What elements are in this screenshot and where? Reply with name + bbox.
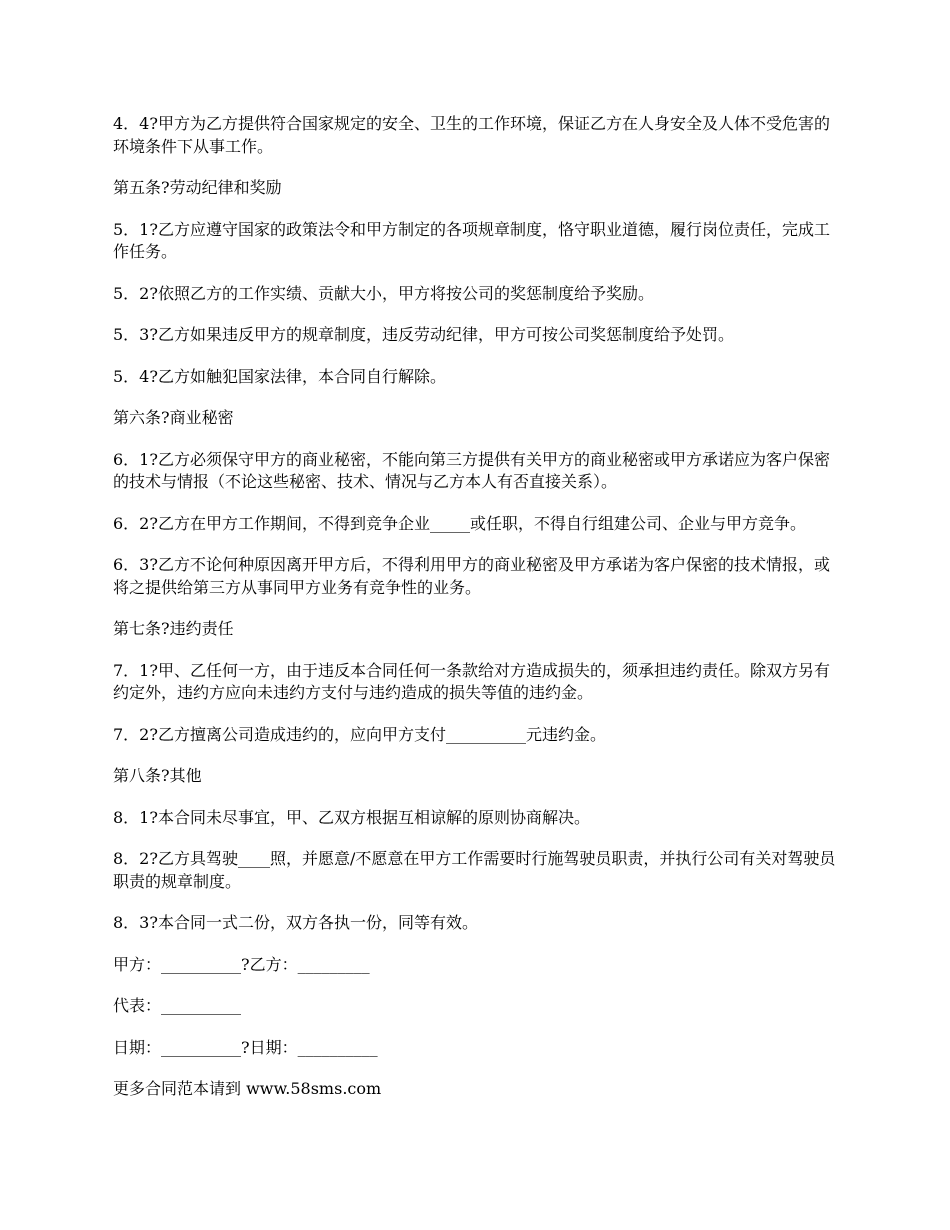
signature-party-line: 甲方：__________?乙方：_________	[113, 954, 370, 974]
clause-5-2: 5．2?依照乙方的工作实绩、贡献大小，甲方将按公司的奖惩制度给予奖励。	[113, 283, 654, 303]
article-7-heading: 第七条?违约责任	[113, 619, 234, 638]
clause-4-4: 4．4?甲方为乙方提供符合国家规定的安全、卫生的工作环境，保证乙方在人身安全及人体不受危害的环境条件下从事工作。	[113, 114, 830, 156]
clause-5-3: 5．3?乙方如果违反甲方的规章制度，违反劳动纪律，甲方可按公司奖惩制度给予处罚。	[113, 325, 734, 344]
signature-representative-line: 代表：__________	[113, 996, 242, 1015]
footer-more-templates: 更多合同范本请到 www.58sms.com	[113, 1079, 382, 1098]
clause-8-3: 8．3?本合同一式二份，双方各执一份，同等有效。	[113, 913, 478, 932]
clause-7-2: 7．2?乙方擅离公司造成违约的，应向甲方支付__________元违约金。	[113, 724, 606, 744]
clause-5-4: 5．4?乙方如触犯国家法律，本合同自行解除。	[113, 366, 446, 386]
document-page	[113, 113, 838, 1120]
signature-date-line: 日期：__________?日期：__________	[113, 1037, 378, 1057]
clause-6-2: 6．2?乙方在甲方工作期间，不得到竞争企业_____或任职，不得自行组建公司、企业与甲方竞争。	[113, 513, 806, 533]
clause-8-1: 8．1?本合同未尽事宜，甲、乙双方根据互相谅解的原则协商解决。	[113, 807, 590, 827]
clause-6-3: 6．3?乙方不论何种原因离开甲方后，不得利用甲方的商业秘密及甲方承诺为客户保密的技术情报，或将之提供给第三方从事同甲方业务有竞争性的业务。	[113, 555, 830, 597]
clause-6-1: 6．1?乙方必须保守甲方的商业秘密，不能向第三方提供有关甲方的商业秘密或甲方承诺应为客户保密的技术与情报（不论这些秘密、技术、情况与乙方本人有否直接关系）。	[113, 449, 830, 491]
article-6-heading: 第六条?商业秘密	[113, 408, 234, 427]
clause-8-2: 8．2?乙方具驾驶____照，并愿意/不愿意在甲方工作需要时行施驾驶员职责，并执行公司有关对驾驶员职责的规章制度。	[113, 849, 836, 891]
article-5-heading: 第五条?劳动纪律和奖励	[113, 178, 282, 197]
clause-5-1: 5．1?乙方应遵守国家的政策法令和甲方制定的各项规章制度，恪守职业道德，履行岗位责任，完成工作任务。	[113, 219, 830, 261]
clause-7-1: 7．1?甲、乙任何一方，由于违反本合同任何一条款给对方造成损失的，须承担违约责任。除双方另有约定外，违约方应向未违约方支付与违约造成的损失等值的违约金。	[113, 660, 830, 702]
article-8-heading: 第八条?其他	[113, 766, 202, 785]
